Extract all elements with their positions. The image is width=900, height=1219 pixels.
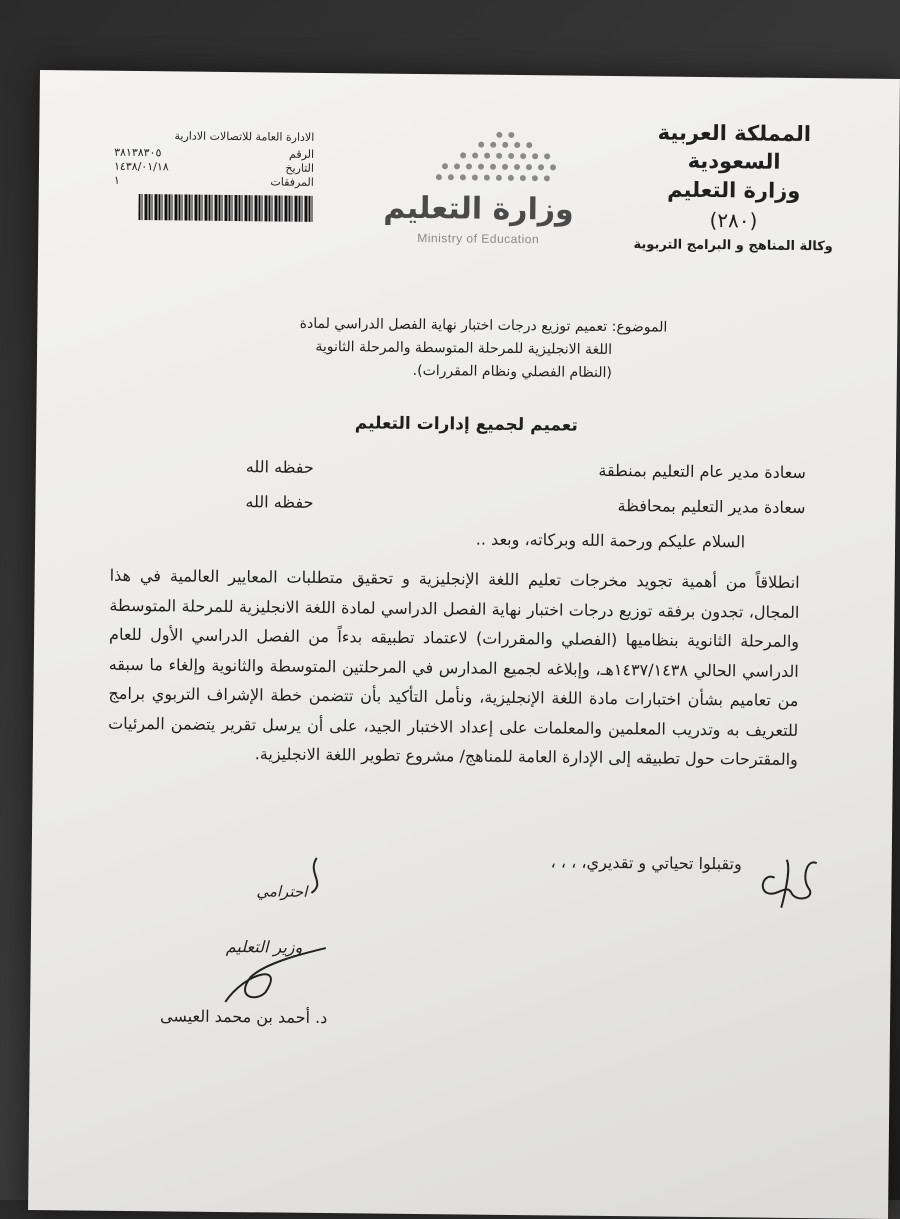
minister-signature-icon	[165, 851, 387, 1013]
minister-signature-block	[165, 851, 387, 1013]
letter-body: انطلاقاً من أهمية تجويد مخرجات تعليم اللغة الإنجليزية و تحقيق متطلبات المعايير العالمية في هذا المجال، تجدون برفقه توزيع درجات اختبار نهاية الفصل الدراسي لمادة اللغة الانجليزية للمرحلة المتوسطة والمرحلة الثانوية بنظاميها (الفصلي والمقررات) لاعتماد تطبيقه بدءاً من الفصل الدراسي الأول للعام الدراسي الحالي ١٤٣٧/١٤٣٨هـ، وإبلاغه لجميع المدارس في المرحلتين المتوسطة والثانوية وإلغاء ما سبقه من تعاميم بشأن اختبارات مادة اللغة الإنجليزية، ونأمل التأكيد بأن تتضمن خطة الإشراف التربوي برامج للتعريف به وتدريب المعلمين والمعلمات على إعداد الاختبار الجيد، على أن يرسل تقرير يتضمن المرئيات والمقترحات حول تطبيقه إلى الإدارة العامة للمناهج/ مشروع تطوير اللغة الانجليزية.	[108, 565, 800, 769]
greeting: السلام عليكم ورحمة الله وبركاته، وبعد ..	[475, 529, 746, 552]
ref-attachments-label: المرفقات	[270, 175, 314, 189]
ref-number-label: الرقم	[289, 147, 315, 161]
letterhead-kingdom	[613, 118, 854, 259]
minister-name: د. أحمد بن محمد العيسى	[160, 1006, 328, 1028]
signature-icon	[746, 847, 827, 918]
ref-date-row	[114, 160, 314, 176]
subject-line-3: (النظام الفصلي ونظام المقررات).	[412, 362, 612, 382]
minister-respect: احترامي	[256, 882, 308, 901]
addressee-blessing: حفظه الله	[245, 492, 314, 512]
ref-number-value: ٣٨١٣٨٣٠٥	[114, 145, 162, 160]
ref-date-value: ١٤٣٨/٠١/١٨	[113, 159, 169, 174]
addressee-blessing: حفظه الله	[245, 457, 314, 477]
department-name: الادارة العامة للاتصالات الادارية	[174, 129, 315, 144]
closing-line: وتقبلوا تحياتي و تقديري، ، ، ،	[550, 852, 742, 874]
agency-name: وكالة المناهج و البرامج التربوية	[633, 237, 833, 255]
reference-block	[114, 129, 315, 190]
subject-block	[247, 312, 668, 385]
subject-line-2: اللغة الانجليزية للمرحلة المتوسطة والمرحلة الثانوية	[315, 338, 613, 359]
kingdom-name: المملكة العربية السعودية	[657, 120, 812, 174]
ministry-name: وزارة التعليم	[667, 177, 801, 203]
subject-line-1: الموضوع: تعميم توزيع درجات اختبار نهاية الفصل الدراسي لمادة	[299, 315, 668, 336]
addressee-row	[245, 492, 805, 517]
logo-arabic-text: وزارة التعليم	[383, 190, 574, 228]
barcode-icon	[138, 194, 313, 222]
ministry-logo	[378, 129, 599, 251]
logo-dots-icon	[419, 129, 580, 191]
ref-attachments-row	[114, 174, 314, 190]
addressee-name: سعادة مدير عام التعليم بمنطقة	[598, 460, 806, 483]
minister-title: وزير التعليم	[225, 936, 303, 957]
ref-date-label: التاريخ	[285, 161, 315, 175]
logo-english-text: Ministry of Education	[417, 230, 540, 247]
letter-number: (٢٨٠)	[709, 208, 758, 233]
letter-document	[28, 70, 900, 1219]
ref-attachments-value: ١	[113, 173, 120, 187]
addressee-row	[246, 457, 806, 482]
circular-title: تعميم لجميع إدارات التعليم	[354, 413, 578, 436]
addressee-name: سعادة مدير التعليم بمحافظة	[617, 496, 806, 518]
